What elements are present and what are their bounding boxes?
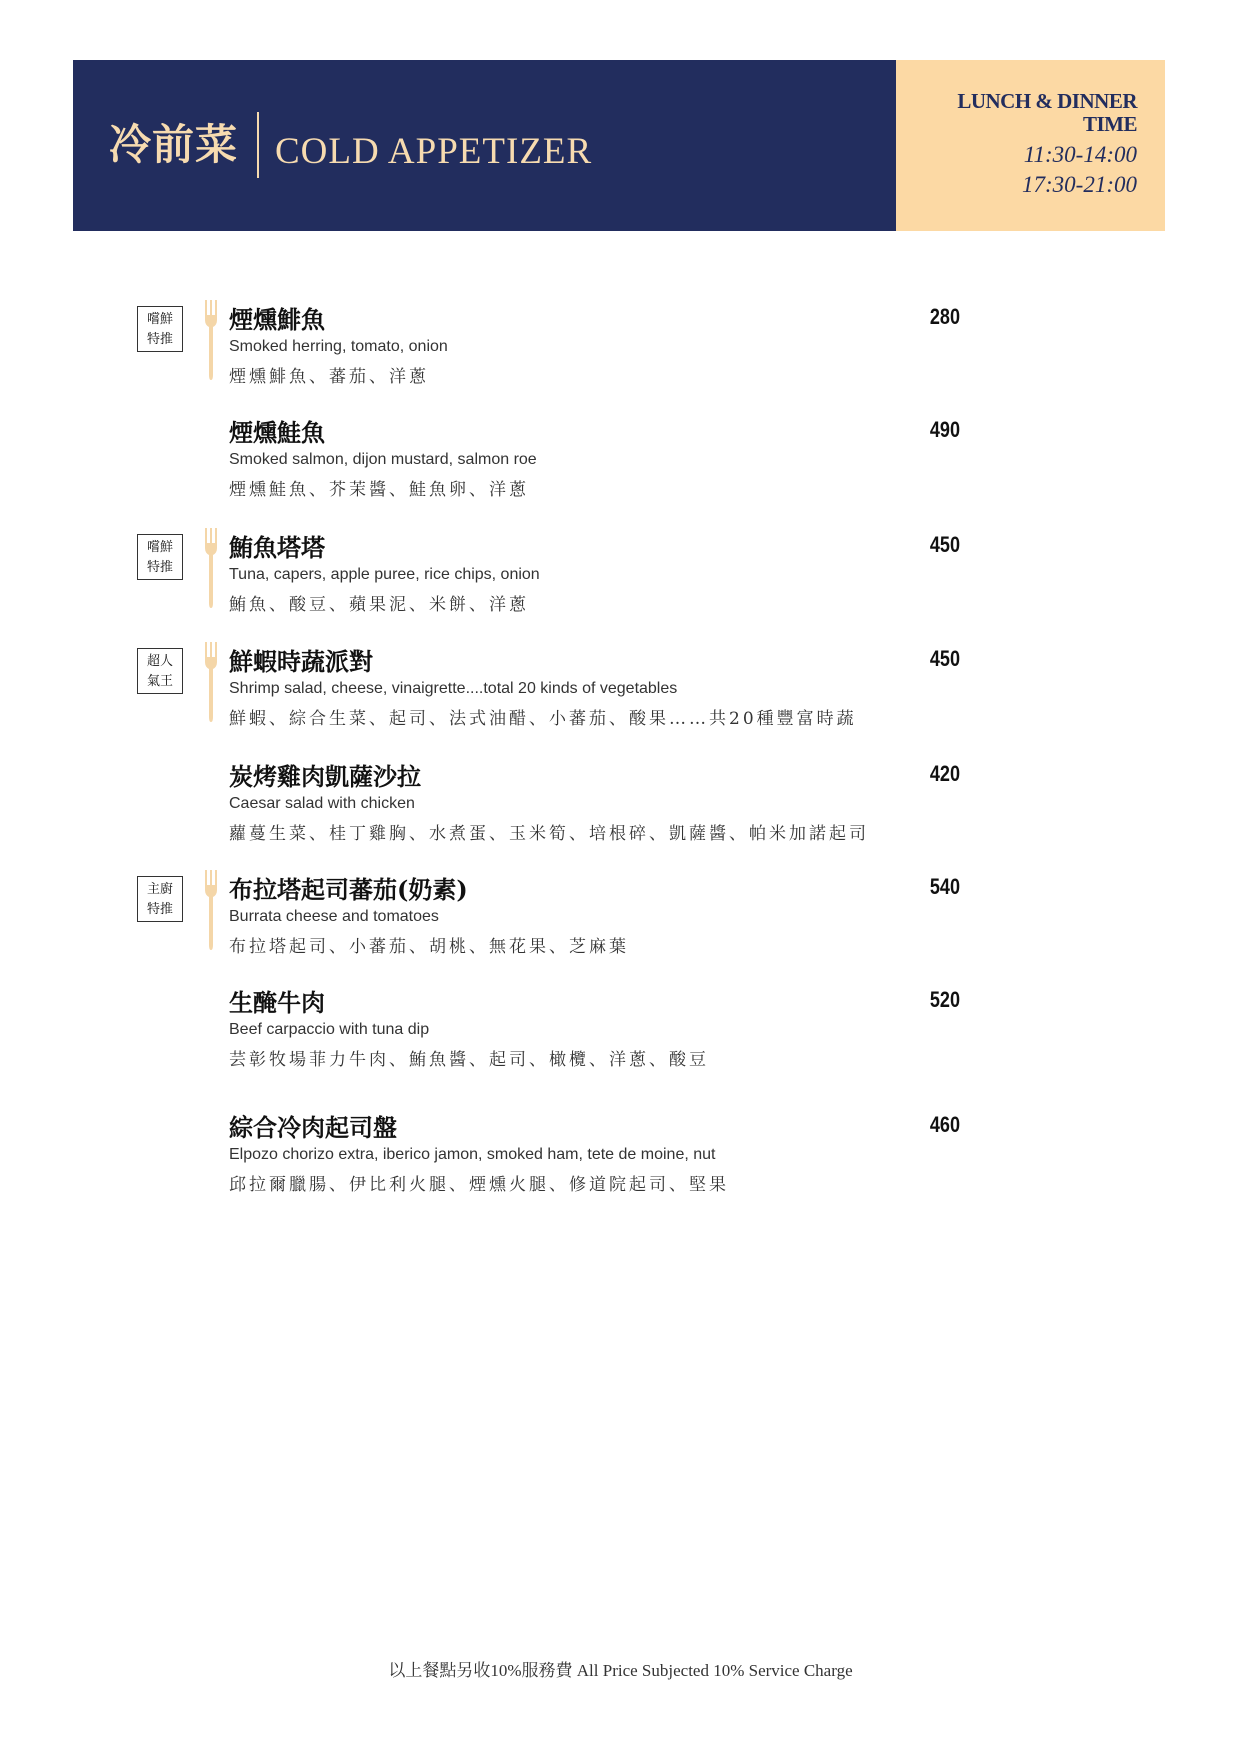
service-charge-note: 以上餐點另收10%服務費 All Price Subjected 10% Service Charge bbox=[388, 1661, 853, 1680]
fork-icon bbox=[204, 642, 218, 722]
section-title-zh: 冷前菜 bbox=[109, 120, 239, 169]
menu-item bbox=[0, 528, 1241, 638]
item-desc-en: Burrata cheese and tomatoes bbox=[229, 908, 439, 925]
item-price: 450 bbox=[929, 646, 960, 671]
fork-icon bbox=[204, 870, 218, 950]
recommend-badge bbox=[137, 876, 183, 922]
item-name-zh: 生醃牛肉 bbox=[229, 988, 325, 1017]
menu-item bbox=[0, 300, 1241, 410]
badge-line: 超人 bbox=[146, 654, 173, 669]
badge-line: 氣王 bbox=[146, 674, 173, 689]
item-name-zh: 布拉塔起司蕃茄(奶素) bbox=[229, 875, 468, 904]
item-desc-en: Elpozo chorizo extra, iberico jamon, smoked ham, tete de moine, nut bbox=[229, 1146, 716, 1163]
header-title-panel bbox=[73, 60, 896, 231]
fork-icon bbox=[204, 528, 218, 608]
hours-lunch: 11:30-14:00 bbox=[1023, 142, 1137, 167]
badge-line: 特推 bbox=[146, 332, 173, 347]
recommend-badge bbox=[137, 306, 183, 352]
item-desc-zh: 芸彰牧場菲力牛肉、鮪魚醬、起司、橄欖、洋蔥、酸豆 bbox=[229, 1050, 709, 1070]
item-desc-en: Caesar salad with chicken bbox=[229, 795, 415, 812]
hours-panel bbox=[896, 60, 1165, 231]
item-desc-en: Beef carpaccio with tuna dip bbox=[229, 1021, 430, 1038]
item-name-zh: 煙燻鯡魚 bbox=[229, 305, 325, 334]
badge-line: 主廚 bbox=[146, 882, 173, 897]
badge-line: 特推 bbox=[146, 560, 173, 575]
hours-dinner: 17:30-21:00 bbox=[1022, 172, 1137, 197]
recommend-badge bbox=[137, 534, 183, 580]
item-price: 420 bbox=[929, 761, 960, 786]
hours-title: LUNCH & DINNER TIME bbox=[957, 89, 1137, 136]
item-desc-zh: 鮮蝦、綜合生菜、起司、法式油醋、小蕃茄、酸果……共20種豐富時蔬 bbox=[229, 709, 857, 729]
item-desc-en: Smoked herring, tomato, onion bbox=[229, 338, 448, 355]
section-title-en: COLD APPETIZER bbox=[275, 131, 593, 172]
item-desc-zh: 鮪魚、酸豆、蘋果泥、米餅、洋蔥 bbox=[229, 595, 529, 615]
item-price: 490 bbox=[929, 417, 960, 442]
item-name-zh: 煙燻鮭魚 bbox=[229, 418, 325, 447]
item-name-zh: 鮮蝦時蔬派對 bbox=[229, 647, 373, 676]
menu-item bbox=[0, 983, 1241, 1093]
item-desc-en: Tuna, capers, apple puree, rice chips, onion bbox=[229, 566, 540, 583]
item-desc-en: Smoked salmon, dijon mustard, salmon roe bbox=[229, 451, 537, 468]
item-price: 520 bbox=[929, 987, 960, 1012]
badge-line: 嚐鮮 bbox=[146, 312, 173, 327]
menu-item bbox=[0, 1108, 1241, 1218]
item-desc-zh: 布拉塔起司、小蕃茄、胡桃、無花果、芝麻葉 bbox=[229, 937, 629, 957]
badge-line: 特推 bbox=[146, 902, 173, 917]
item-price: 450 bbox=[929, 532, 960, 557]
title-divider bbox=[257, 112, 259, 178]
item-desc-zh: 煙燻鮭魚、芥茉醬、鮭魚卵、洋蔥 bbox=[229, 480, 529, 500]
item-name-zh: 綜合冷肉起司盤 bbox=[229, 1113, 397, 1142]
menu-item bbox=[0, 870, 1241, 980]
badge-line: 嚐鮮 bbox=[146, 540, 173, 555]
item-desc-zh: 煙燻鯡魚、蕃茄、洋蔥 bbox=[229, 367, 429, 387]
item-desc-en: Shrimp salad, cheese, vinaigrette....total 20 kinds of vegetables bbox=[229, 680, 678, 697]
item-name-zh: 鮪魚塔塔 bbox=[229, 533, 325, 562]
menu-item bbox=[0, 413, 1241, 523]
fork-icon bbox=[204, 300, 218, 380]
item-price: 460 bbox=[929, 1112, 960, 1137]
menu-header bbox=[73, 60, 1165, 231]
item-name-zh: 炭烤雞肉凱薩沙拉 bbox=[229, 762, 421, 791]
recommend-badge bbox=[137, 648, 183, 694]
item-price: 280 bbox=[929, 304, 960, 329]
menu-item bbox=[0, 757, 1241, 867]
menu-item bbox=[0, 642, 1241, 752]
item-desc-zh: 邱拉爾臘腸、伊比利火腿、煙燻火腿、修道院起司、堅果 bbox=[229, 1175, 729, 1195]
item-price: 540 bbox=[929, 874, 960, 899]
item-desc-zh: 蘿蔓生菜、桂丁雞胸、水煮蛋、玉米筍、培根碎、凱薩醬、帕米加諾起司 bbox=[229, 824, 869, 844]
